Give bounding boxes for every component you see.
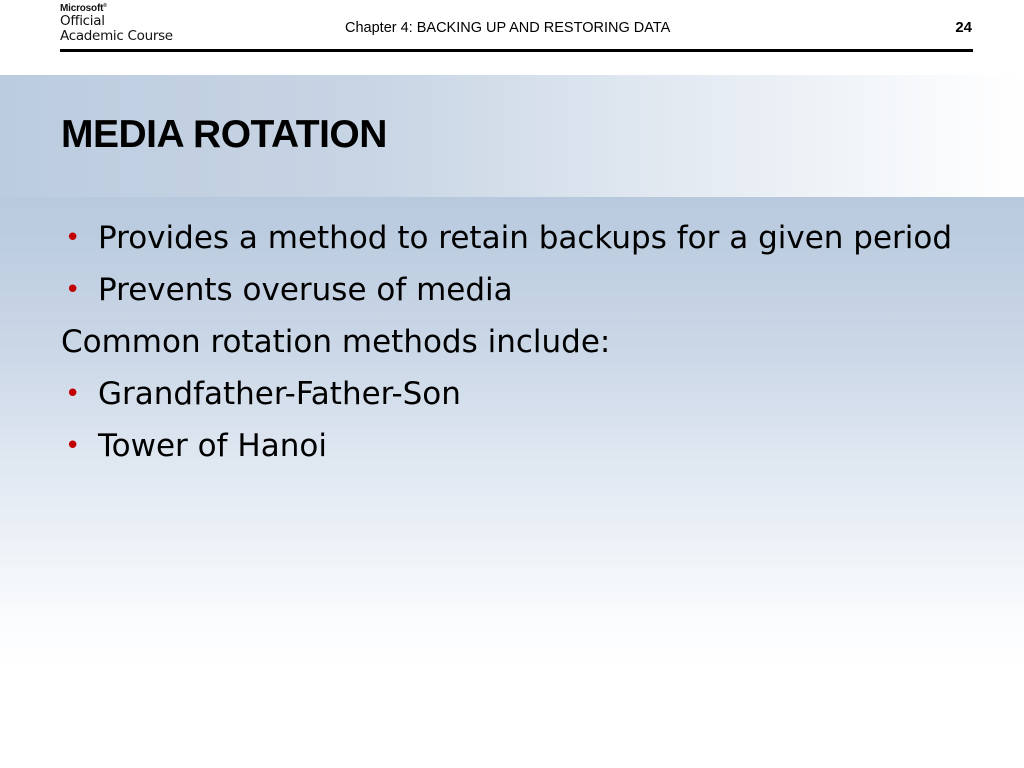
slide-header: [0, 0, 1024, 75]
bullet-text: Provides a method to retain backups for a given period: [98, 220, 953, 256]
bullet-item: [61, 375, 961, 414]
body-text-line: Common rotation methods include:: [61, 324, 611, 360]
bullet-item: [61, 219, 961, 258]
bullet-item: [61, 427, 961, 466]
bullet-text: Tower of Hanoi: [98, 428, 327, 464]
logo-line-3: Academic Course: [60, 28, 173, 44]
microsoft-official-academic-course-logo: [60, 4, 200, 48]
bullet-icon: •: [65, 379, 81, 409]
bullet-text: Grandfather-Father-Son: [98, 376, 461, 412]
page-number: 24: [955, 19, 972, 36]
header-divider: [60, 49, 973, 52]
slide-body: [61, 219, 961, 479]
logo-line-2: Official: [60, 13, 105, 29]
bullet-icon: •: [65, 275, 81, 305]
logo-line-1: Microsoft®: [60, 3, 107, 14]
bullet-text: Prevents overuse of media: [98, 272, 513, 308]
bullet-item: [61, 271, 961, 310]
chapter-title: Chapter 4: BACKING UP AND RESTORING DATA: [345, 20, 671, 36]
slide-title: MEDIA ROTATION: [61, 113, 387, 156]
bullet-icon: •: [65, 431, 81, 461]
bullet-icon: •: [65, 223, 81, 253]
